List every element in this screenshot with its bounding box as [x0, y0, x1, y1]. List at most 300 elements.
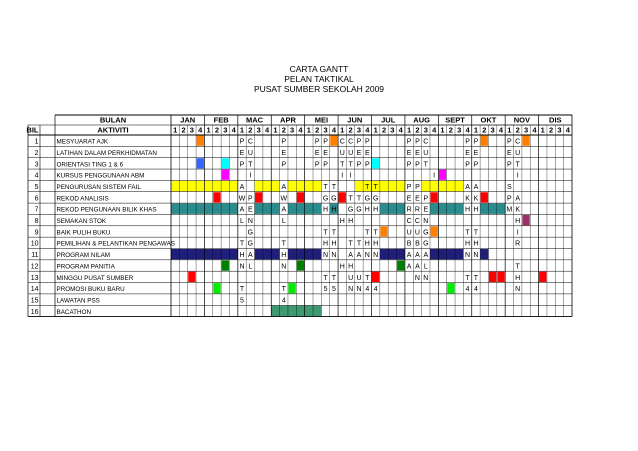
status-marker [372, 272, 379, 282]
cell-code: I [249, 172, 252, 180]
cell-code: C [423, 138, 429, 146]
cell-code: I [349, 172, 352, 180]
status-marker [288, 283, 295, 293]
month-label-mei: MEI [314, 115, 329, 125]
activity-bar [438, 181, 463, 191]
activity-name: SEMAKAN STOK [56, 218, 107, 225]
cell-code: L [423, 263, 428, 271]
week-number: 4 [465, 125, 470, 135]
chart-title: CARTA GANTT [289, 64, 349, 74]
cell-code: T [373, 229, 378, 237]
cell-code: U [515, 149, 521, 157]
cell-code: T [348, 195, 353, 203]
row-number: 12 [30, 263, 39, 271]
cell-code: T [281, 286, 286, 294]
cell-code: A [348, 252, 353, 260]
cell-code: T [248, 161, 253, 169]
cell-code: A [281, 206, 287, 214]
month-label-okt: OKT [480, 115, 497, 125]
cell-code: N [414, 274, 420, 282]
cell-code: T [323, 183, 328, 191]
activity-name: BACATHON [56, 308, 92, 316]
activity-bar [255, 204, 280, 214]
cell-code: G [322, 195, 329, 203]
cell-code: G [347, 206, 354, 214]
month-label-jun: JUN [347, 115, 363, 125]
cell-code: A [248, 252, 253, 260]
row-number: 1 [34, 138, 39, 146]
week-number: 1 [273, 125, 278, 135]
bil-header: BIL [26, 125, 39, 135]
week-number: 1 [440, 125, 445, 135]
cell-code: K [473, 195, 479, 203]
cell-code: T [465, 229, 470, 237]
week-number: 4 [264, 125, 270, 135]
cell-code: E [323, 149, 328, 157]
cell-code: G [423, 240, 429, 248]
cell-code: E [465, 149, 470, 157]
cell-code: E [314, 149, 320, 157]
cell-code: T [515, 263, 520, 271]
cell-code: P [415, 161, 420, 169]
cell-code: A [356, 252, 362, 260]
week-number: 3 [323, 125, 328, 135]
cell-code: N [247, 218, 253, 225]
row-number: 15 [30, 297, 39, 305]
week-number: 3 [356, 125, 362, 135]
activity-bar [255, 181, 280, 191]
cell-code: H [339, 263, 345, 271]
week-number: 4 [231, 125, 236, 135]
cell-code: G [331, 195, 337, 203]
week-number: 3 [490, 125, 495, 135]
status-marker [481, 136, 488, 146]
status-marker [222, 158, 229, 168]
cell-code: C [406, 218, 412, 225]
cell-code: E [406, 149, 412, 157]
cell-code: P [239, 161, 245, 169]
cell-code: U [423, 149, 429, 157]
cell-code: P [281, 138, 287, 146]
status-marker [439, 170, 446, 180]
week-number: 1 [239, 125, 245, 135]
cell-code: E [239, 149, 245, 157]
row-number: 13 [30, 274, 39, 282]
cell-code: B [415, 240, 420, 248]
week-number: 4 [565, 125, 570, 135]
cell-code: L [248, 263, 253, 271]
cell-code: N [348, 286, 354, 294]
week-number: 2 [381, 125, 387, 135]
cell-code: C [339, 138, 345, 146]
cell-code: T [365, 229, 370, 237]
status-marker [297, 260, 304, 270]
week-number: 3 [290, 125, 295, 135]
cell-code: N [323, 252, 329, 260]
row-number: 5 [34, 183, 39, 191]
cell-code: K [515, 206, 521, 214]
week-number: 1 [340, 125, 345, 135]
cell-code: I [516, 229, 519, 237]
cell-code: E [415, 149, 420, 157]
cell-code: H [364, 240, 370, 248]
week-number: 1 [540, 125, 545, 135]
activity-name: PROMOSI BUKU BARU [56, 286, 125, 294]
cell-code: E [281, 149, 287, 157]
cell-code: A [406, 263, 412, 271]
week-number: 2 [549, 125, 554, 135]
activity-name: MESYUARAT AJK [56, 138, 109, 146]
cell-code: T [340, 161, 345, 169]
activity-name: PEMILIHAN & PELANTIKAN PENGAWAS [56, 240, 176, 248]
week-number: 1 [407, 125, 412, 135]
status-marker [197, 136, 204, 146]
cell-code: P [356, 138, 362, 146]
cell-code: M [506, 206, 513, 214]
cell-code: G [423, 229, 429, 237]
cell-code: T [348, 161, 353, 169]
status-marker [522, 136, 529, 146]
cell-code: P [248, 195, 253, 203]
week-number: 4 [532, 125, 537, 135]
cell-code: N [373, 252, 379, 260]
cell-code: C [247, 138, 253, 146]
cell-code: 4 [365, 286, 370, 294]
week-number: 2 [415, 125, 420, 135]
cell-code: N [515, 286, 521, 294]
week-number: 2 [281, 125, 286, 135]
activity-bar [480, 249, 488, 259]
week-number: 2 [315, 125, 320, 135]
cell-code: T [331, 274, 337, 282]
week-number: 1 [206, 125, 211, 135]
week-number: 3 [457, 125, 462, 135]
month-label-aug: AUG [413, 115, 430, 125]
cell-code: A [239, 206, 245, 214]
cell-code: 5 [240, 297, 244, 305]
cell-code: A [415, 252, 420, 260]
week-number: 3 [557, 125, 562, 135]
status-marker [397, 260, 404, 270]
week-number: 4 [398, 125, 403, 135]
week-number: 1 [473, 125, 479, 135]
cell-code: C [515, 138, 521, 146]
week-number: 1 [173, 125, 178, 135]
cell-code: W [238, 195, 246, 203]
activity-name: REKOD ANALISIS [56, 195, 109, 203]
cell-code: I [516, 172, 519, 180]
cell-code: H [348, 263, 354, 271]
activity-name: LATIHAN DALAM PERKHIDMATAN [56, 149, 157, 157]
cell-code: K [465, 195, 470, 203]
week-number: 4 [298, 125, 303, 135]
cell-code: G [372, 195, 379, 203]
cell-code: H [323, 240, 329, 248]
week-number: 2 [482, 125, 487, 135]
activity-name: KURSUS PENGGUNAAN ABM [56, 172, 145, 180]
cell-code: I [341, 172, 344, 180]
activity-name: BAIK PULIH BUKU [56, 229, 111, 237]
cell-code: N [364, 252, 370, 260]
month-label-sept: SEPT [445, 115, 465, 125]
cell-code: H [348, 218, 354, 225]
row-number: 11 [31, 252, 39, 260]
status-marker [330, 136, 337, 146]
cell-code: P [323, 138, 328, 146]
week-number: 4 [198, 125, 203, 135]
cell-code: T [323, 274, 328, 282]
cell-code: U [348, 274, 354, 282]
status-marker [197, 158, 204, 168]
cell-code: A [423, 252, 429, 260]
cell-code: A [406, 252, 412, 260]
cell-code: T [331, 229, 337, 237]
cell-code: H [364, 206, 370, 214]
cell-code: A [415, 263, 420, 271]
month-label-apr: APR [280, 115, 296, 125]
cell-code: P [507, 161, 512, 169]
week-number: 2 [348, 125, 353, 135]
cell-code: A [239, 183, 245, 191]
cell-code: T [423, 161, 428, 169]
cell-code: U [356, 274, 362, 282]
cell-code: U [339, 149, 345, 157]
activity-name: PROGRAM PANITIA [56, 263, 115, 271]
activity-name: MINGGU PUSAT SUMBER [56, 274, 134, 282]
cell-code: T [473, 229, 479, 237]
cell-code: P [465, 138, 470, 146]
activity-name: REKOD PENGUNAAN BILIK KHAS [56, 206, 157, 214]
week-number: 3 [390, 125, 395, 135]
cell-code: C [348, 138, 354, 146]
cell-code: H [473, 206, 479, 214]
month-label-jan: JAN [180, 115, 196, 125]
row-number: 2 [34, 149, 39, 157]
status-marker [430, 226, 437, 236]
activity-bar [380, 204, 405, 214]
cell-code: P [364, 161, 370, 169]
cell-code: P [423, 195, 429, 203]
cell-code: A [515, 195, 521, 203]
month-label-nov: NOV [513, 115, 531, 125]
row-number: 6 [34, 195, 39, 203]
status-marker [447, 283, 454, 293]
status-marker [430, 192, 437, 202]
cell-code: G [364, 195, 371, 203]
month-label-jul: JUL [381, 115, 396, 125]
cell-code: P [356, 161, 362, 169]
cell-code: H [515, 274, 521, 282]
cell-code: A [465, 183, 470, 191]
cell-code: 4 [465, 286, 470, 294]
cell-code: T [365, 183, 370, 191]
month-label-mac: MAC [245, 115, 264, 125]
cell-code: P [507, 138, 512, 146]
cell-code: E [356, 149, 362, 157]
cell-code: S [507, 183, 512, 191]
status-marker [213, 283, 220, 293]
cell-code: E [473, 149, 479, 157]
cell-code: 4 [373, 286, 378, 294]
cell-code: A [281, 183, 287, 191]
status-marker [188, 272, 195, 282]
activity-name: ORIENTASI TING 1 & 6 [56, 161, 124, 169]
cell-code: N [331, 252, 337, 260]
week-number: 3 [189, 125, 194, 135]
cell-code: E [406, 195, 412, 203]
status-marker [222, 260, 229, 270]
cell-code: P [406, 183, 412, 191]
cell-code: H [331, 206, 337, 214]
status-marker [481, 192, 488, 202]
cell-code: H [465, 206, 471, 214]
cell-code: H [339, 218, 345, 225]
status-marker [539, 272, 546, 282]
row-number: 9 [34, 229, 39, 237]
status-marker [380, 226, 387, 236]
cell-code: A [473, 183, 479, 191]
cell-code: T [373, 183, 378, 191]
week-number: 1 [507, 125, 512, 135]
row-number: 4 [34, 172, 39, 180]
cell-code: H [515, 218, 521, 225]
cell-code: H [465, 240, 471, 248]
cell-code: P [473, 161, 479, 169]
activity-name: PENGURUSAN SISTEM FAIL [56, 183, 141, 191]
cell-code: E [248, 206, 253, 214]
status-marker [297, 192, 304, 202]
week-number: 2 [248, 125, 253, 135]
week-number: 4 [498, 125, 504, 135]
status-marker [372, 158, 379, 168]
week-number: 1 [306, 125, 311, 135]
cell-code: T [465, 274, 470, 282]
cell-code: P [314, 138, 320, 146]
status-marker [213, 192, 220, 202]
cell-code: E [364, 149, 370, 157]
cell-code: G [356, 206, 362, 214]
bulan-header: BULAN [99, 115, 127, 125]
cell-code: H [331, 240, 337, 248]
row-number: 14 [30, 286, 39, 294]
cell-code: H [323, 206, 329, 214]
cell-code: H [473, 240, 479, 248]
cell-code: E [507, 149, 512, 157]
cell-code: 4 [473, 286, 478, 294]
cell-code: P [314, 161, 320, 169]
cell-code: G [247, 229, 254, 237]
cell-code: B [406, 240, 412, 248]
week-number: 3 [523, 125, 529, 135]
cell-code: E [423, 206, 429, 214]
status-marker [339, 192, 346, 202]
cell-code: N [239, 263, 245, 271]
cell-code: P [323, 161, 328, 169]
cell-code: T [281, 240, 286, 248]
cell-code: T [365, 274, 370, 282]
row-number: 3 [34, 161, 39, 169]
week-number: 2 [515, 125, 520, 135]
week-number: 1 [373, 125, 378, 135]
cell-code: U [247, 149, 253, 157]
cell-code: U [414, 229, 420, 237]
row-number: 7 [34, 206, 39, 214]
cell-code: I [433, 172, 436, 180]
month-label-dis: DIS [549, 115, 562, 125]
cell-code: G [247, 240, 254, 248]
cell-code: P [507, 195, 512, 203]
chart-subtitle: PELAN TAKTIKAL [284, 74, 354, 84]
cell-code: P [465, 161, 470, 169]
cell-code: N [473, 252, 479, 260]
cell-code: P [473, 138, 479, 146]
cell-code: L [240, 218, 244, 225]
cell-code: R [515, 240, 521, 248]
cell-code: T [331, 183, 337, 191]
cell-code: N [423, 274, 429, 282]
cell-code: P [281, 161, 287, 169]
status-marker [255, 192, 262, 202]
cell-code: P [415, 138, 420, 146]
cell-code: 5 [331, 286, 336, 294]
cell-code: T [239, 240, 245, 248]
aktiviti-header: AKTIVITI [97, 125, 129, 135]
cell-code: 4 [281, 297, 286, 305]
cell-code: T [323, 229, 328, 237]
cell-code: U [348, 149, 354, 157]
activity-bar [255, 249, 280, 259]
cell-code: P [406, 138, 412, 146]
cell-code: U [406, 229, 412, 237]
cell-code: R [414, 206, 420, 214]
month-label-feb: FEB [213, 115, 229, 125]
cell-code: T [515, 161, 520, 169]
status-marker [497, 272, 504, 282]
activity-bar [380, 249, 405, 259]
row-number: 16 [30, 308, 39, 316]
week-number: 2 [214, 125, 220, 135]
cell-code: P [364, 138, 370, 146]
cell-code: N [465, 252, 471, 260]
row-number: 10 [30, 240, 39, 248]
cell-code: H [373, 240, 379, 248]
chart-org-title: PUSAT SUMBER SEKOLAH 2009 [253, 84, 385, 94]
cell-code: T [356, 240, 362, 248]
row-number: 8 [34, 218, 39, 225]
cell-code: T [356, 195, 362, 203]
cell-code: P [415, 183, 420, 191]
week-number: 2 [181, 125, 186, 135]
cell-code: N [356, 286, 362, 294]
activity-name: LAWATAN PSS [56, 297, 100, 305]
week-number: 3 [223, 125, 228, 135]
week-number: 2 [448, 125, 453, 135]
cell-code: E [415, 195, 420, 203]
cell-code: P [406, 161, 412, 169]
status-marker [489, 272, 496, 282]
cell-code: T [239, 286, 245, 294]
cell-code: L [281, 218, 286, 225]
cell-code: T [348, 240, 353, 248]
cell-code: R [406, 206, 412, 214]
week-number: 4 [432, 125, 437, 135]
activity-bar [480, 204, 505, 214]
cell-code: 5 [323, 286, 328, 294]
activity-name: PROGRAM NILAM [56, 252, 111, 260]
week-number: 3 [256, 125, 261, 135]
week-number: 4 [331, 125, 336, 135]
cell-code: T [473, 274, 479, 282]
